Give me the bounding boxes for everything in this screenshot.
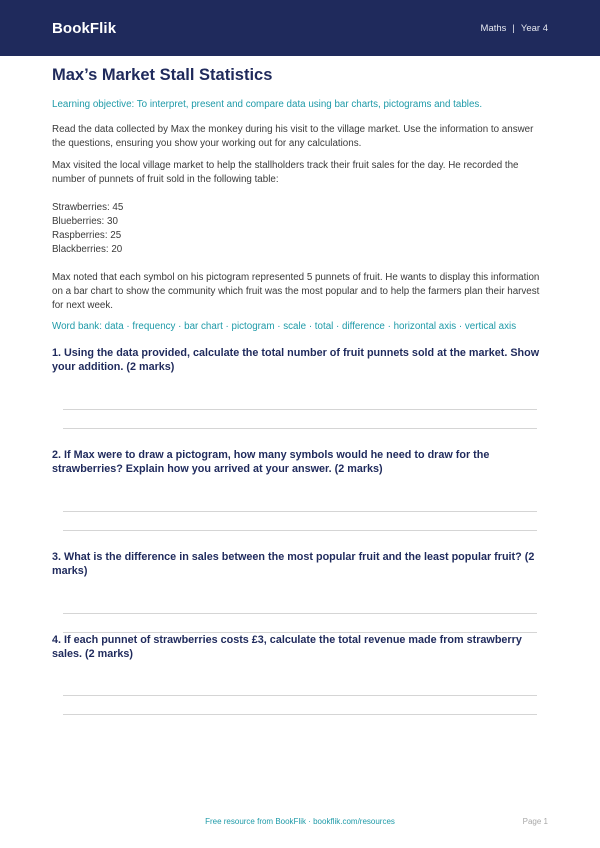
year-label: Year 4 — [520, 22, 548, 34]
list-item: Raspberries: 25 — [52, 230, 122, 241]
answer-line[interactable] — [63, 530, 537, 531]
question-4 — [52, 633, 548, 661]
page-header — [0, 0, 600, 56]
meta-separator: | — [512, 22, 515, 34]
question-text: 1. Using the data provided, calculate the total number of fruit punnets sold at the market. Show your addition. (2 marks) — [52, 347, 540, 373]
list-item: Blackberries: 20 — [52, 244, 123, 255]
intro-paragraph-1: Read the data collected by Max the monkey during his visit to the village market. Use the information to answer the questions, ensuring you show your working out for any calculations. — [52, 124, 534, 149]
footer-link[interactable]: Free resource from BookFlik · bookflik.com/resources — [205, 817, 395, 826]
question-text: 4. If each punnet of strawberries costs £3, calculate the total revenue made from strawberry sales. (2 marks) — [52, 634, 522, 660]
learning-objective: Learning objective: To interpret, present and compare data using bar charts, pictograms and tables. — [52, 99, 483, 110]
answer-line[interactable] — [63, 511, 537, 512]
intro-paragraph-2: Max visited the local village market to help the stallholders track their fruit sales for the day. He recorded the number of punnets of fruit sold in the following table: — [52, 160, 519, 185]
subject-year — [481, 23, 548, 34]
list-item: Blueberries: 30 — [52, 216, 118, 227]
subject-label: Maths — [480, 22, 507, 34]
question-3 — [52, 550, 548, 578]
question-text: 2. If Max were to draw a pictogram, how many symbols would he need to draw for the strawberries? Explain how you arrived at your answer. (2 marks) — [52, 449, 490, 475]
page-title: Max’s Market Stall Statistics — [52, 66, 273, 84]
answer-line[interactable] — [63, 613, 537, 614]
pictogram-note: Max noted that each symbol on his pictogram represented 5 punnets of fruit. He wants to display this information on a bar chart to show the community which fruit was the most popular and to help the farmers plan their harvest for next week. — [52, 272, 540, 311]
fruit-sales-list — [52, 201, 548, 257]
list-item: Strawberries: 45 — [52, 202, 124, 213]
answer-line[interactable] — [63, 714, 537, 715]
worksheet-intro — [52, 66, 548, 332]
question-1 — [52, 346, 548, 374]
question-2 — [52, 448, 548, 476]
answer-line[interactable] — [63, 428, 537, 429]
answer-line[interactable] — [63, 695, 537, 696]
answer-line[interactable] — [63, 409, 537, 410]
page-number: Page 1 — [522, 817, 548, 826]
brand-logo: BookFlik — [52, 19, 117, 37]
question-text: 3. What is the difference in sales between the most popular fruit and the least popular fruit? (2 marks) — [52, 551, 535, 577]
word-bank: Word bank: data · frequency · bar chart · pictogram · scale · total · difference · horizontal axis · vertical axis — [52, 321, 517, 332]
